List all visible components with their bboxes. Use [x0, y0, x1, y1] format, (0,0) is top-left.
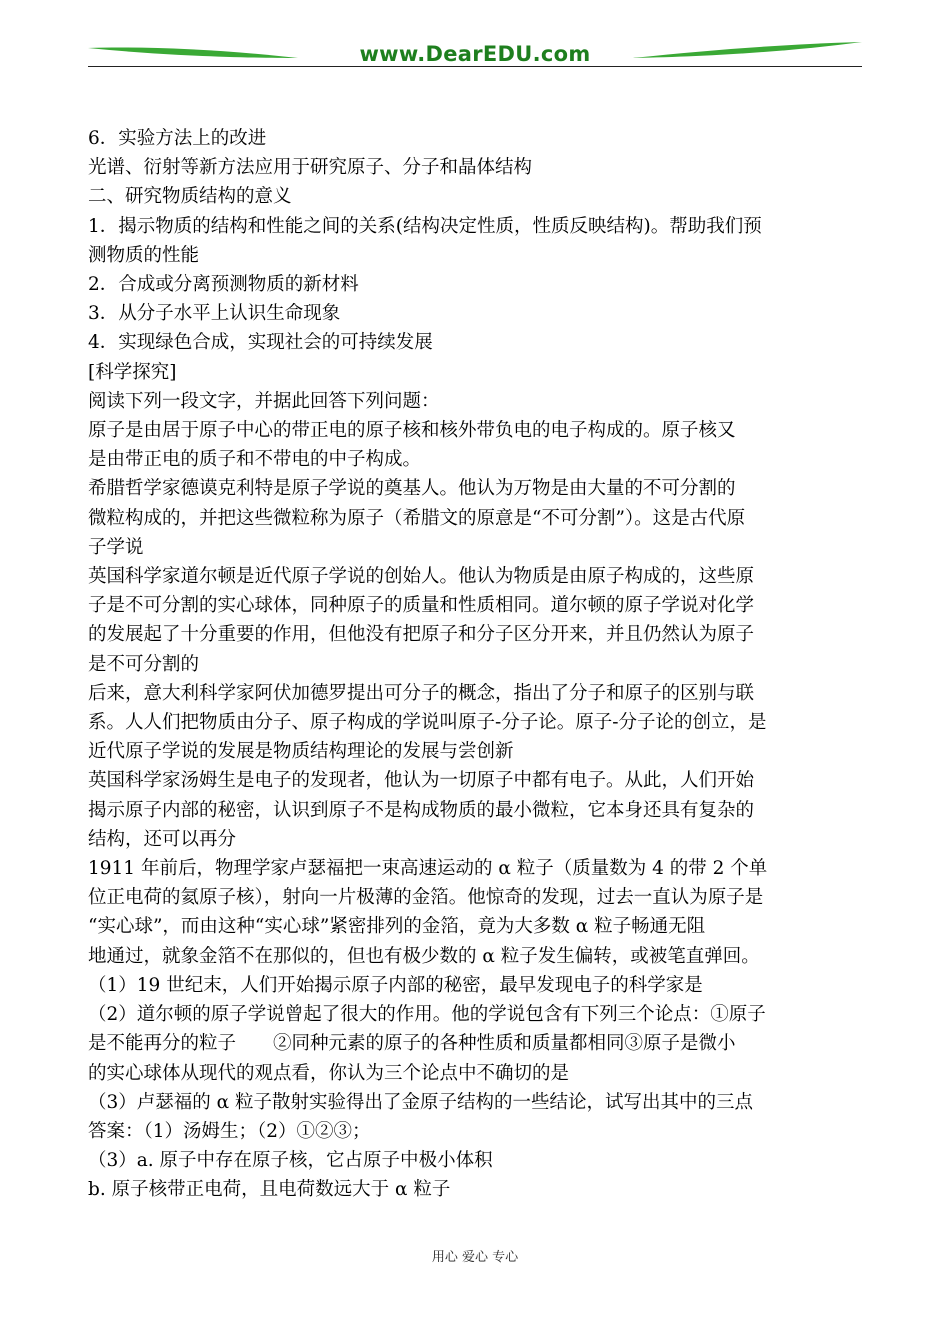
text-line: 系。人人们把物质由分子、原子构成的学说叫原子-分子论。原子-分子论的创立，是	[88, 712, 767, 734]
text-line: 是不可分割的	[88, 653, 200, 675]
text-line: 微粒构成的，并把这些微粒称为原子（希腊文的原意是“不可分割”）。这是古代原	[88, 507, 746, 529]
text-line: 结构，还可以再分	[88, 828, 237, 850]
text-line: 子学说	[88, 536, 144, 558]
text-line: 原子是由居于原子中心的带正电的原子核和核外带负电的电子构成的。原子核又	[88, 420, 736, 442]
text-line: 地通过，就象金箔不在那似的，但也有极少数的 α 粒子发生偏转，或被笔直弹回。	[88, 945, 760, 967]
text-line: 阅读下列一段文字，并据此回答下列问题：	[88, 390, 440, 412]
text-line: 二、研究物质结构的意义	[88, 186, 292, 208]
text-line: （3）卢瑟福的 α 粒子散射实验得出了金原子结构的一些结论，试写出其中的三点	[88, 1091, 754, 1113]
text-line: 后来，意大利科学家阿伏加德罗提出可分子的概念，指出了分子和原子的区别与联	[88, 682, 755, 704]
text-line: （2）道尔顿的原子学说曾起了很大的作用。他的学说包含有下列三个论点：①原子	[88, 1004, 766, 1026]
text-line: b. 原子核带正电荷，且电荷数远大于 α 粒子	[88, 1179, 451, 1201]
text-line: 2．合成或分离预测物质的新材料	[88, 274, 359, 296]
text-line: [科学探究]	[88, 361, 177, 383]
text-line: 是不能再分的粒子 ②同种元素的原子的各种性质和质量都相同③原子是微小	[88, 1033, 736, 1055]
text-line: 1．揭示物质的结构和性能之间的关系(结构决定性质，性质反映结构)。帮助我们预	[88, 215, 762, 237]
text-line: 是由带正电的质子和不带电的中子构成。	[88, 449, 422, 471]
text-line: 英国科学家汤姆生是电子的发现者，他认为一切原子中都有电子。从此，人们开始	[88, 770, 755, 792]
text-line: 近代原子学说的发展是物质结构理论的发展与尝创新	[88, 741, 514, 763]
text-line: 答案：（1）汤姆生；（2）①②③；	[88, 1120, 371, 1142]
text-line: 6．实验方法上的改进	[88, 128, 267, 149]
text-line: 位正电荷的氦原子核），射向一片极薄的金箔。他惊奇的发现，过去一直认为原子是	[88, 887, 764, 909]
text-line: 英国科学家道尔顿是近代原子学说的创始人。他认为物质是由原子构成的，这些原	[88, 566, 755, 588]
text-line: 揭示原子内部的秘密，认识到原子不是构成物质的最小微粒，它本身还具有复杂的	[88, 799, 755, 821]
text-line: 3．从分子水平上认识生命现象	[88, 303, 341, 325]
text-line: 希腊哲学家德谟克利特是原子学说的奠基人。他认为万物是由大量的不可分割的	[88, 478, 736, 500]
text-line: （1）19 世纪末，人们开始揭示原子内部的秘密，最早发现电子的科学家是	[88, 974, 703, 996]
text-line: 的发展起了十分重要的作用，但他没有把原子和分子区分开来，并且仍然认为原子	[88, 624, 755, 646]
page-footer: 用心 爱心 专心	[431, 1250, 519, 1265]
site-brand[interactable]: www.DearEDU.com	[359, 42, 591, 66]
text-line: “实心球”，而由这种“实心球”紧密排列的金箔，竟为大多数 α 粒子畅通无阻	[88, 916, 706, 938]
text-line: 子是不可分割的实心球体，同种原子的质量和性质相同。道尔顿的原子学说对化学	[88, 595, 755, 617]
text-line: （3）a. 原子中存在原子核，它占原子中极小体积	[88, 1150, 493, 1172]
text-line: 4．实现绿色合成，实现社会的可持续发展	[88, 332, 433, 354]
text-line: 的实心球体从现代的观点看，你认为三个论点中不确切的是	[88, 1062, 570, 1084]
header-divider	[88, 66, 862, 67]
text-line: 1911 年前后，物理学家卢瑟福把一束高速运动的 α 粒子（质量数为 4 的带 2 个单	[88, 858, 768, 880]
document-body	[88, 124, 864, 1205]
text-line: 测物质的性能	[88, 244, 200, 266]
text-line: 光谱、衍射等新方法应用于研究原子、分子和晶体结构	[88, 157, 533, 179]
